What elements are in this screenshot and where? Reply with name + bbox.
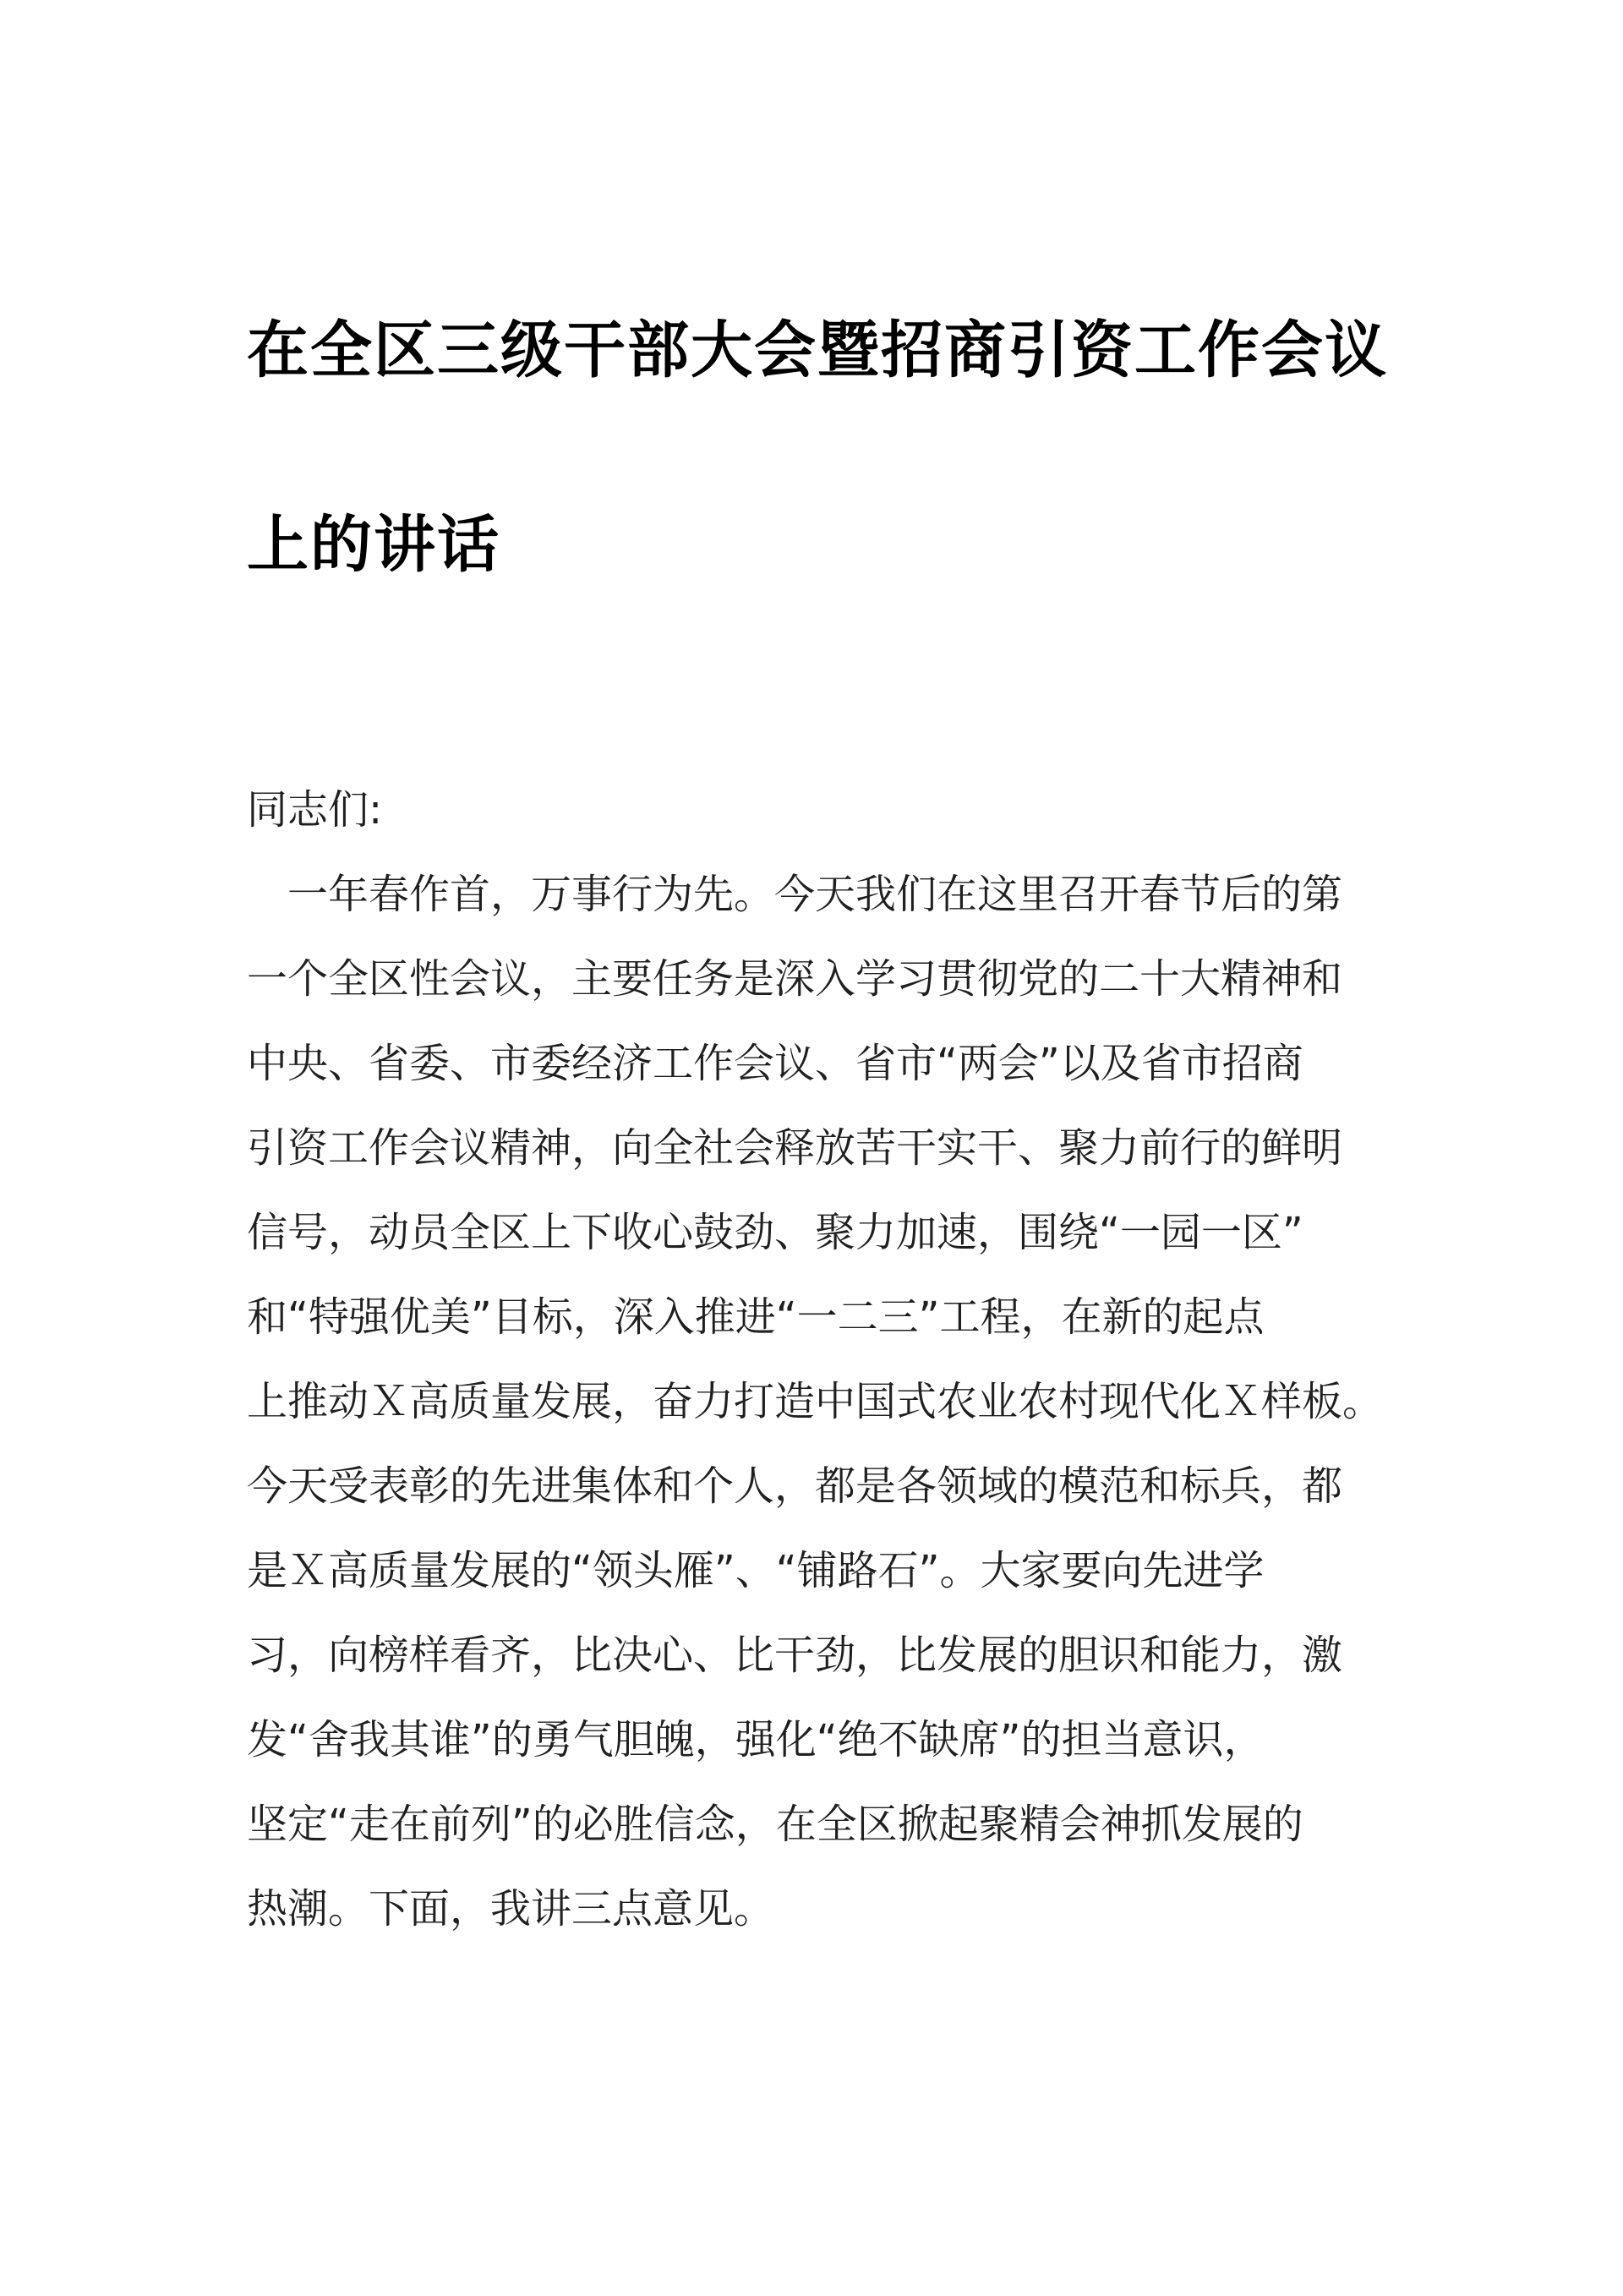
paragraph-line: 上推动Ｘ高质量发展，奋力打造中国式农业农村现代化Ｘ样板。 <box>247 1378 1384 1425</box>
paragraph-line: 中央、省委、市委经济工作会议、省市“两会”以及省市招商 <box>247 1040 1303 1087</box>
title-line-1: 在全区三级干部大会暨招商引资工作会议 <box>247 314 1388 386</box>
paragraph-line: 坚定“走在前列”的必胜信念，在全区掀起聚精会神抓发展的 <box>247 1801 1303 1848</box>
paragraph-line: 和“特强优美”目标，深入推进“一二三”工程，在新的起点 <box>247 1293 1265 1341</box>
paragraph-line: 一个全区性会议，主要任务是深入学习贯彻党的二十大精神和 <box>247 955 1343 1003</box>
document-title <box>247 254 1413 642</box>
paragraph-line: 热潮。下面，我讲三点意见。 <box>247 1885 775 1932</box>
document-body <box>247 768 1413 1951</box>
paragraph-line: 是Ｘ高质量发展的“领头雁”、“铺路石”。大家要向先进学 <box>247 1547 1265 1594</box>
paragraph-line: 今天受表彰的先进集体和个人，都是各领域的模范和标兵，都 <box>247 1462 1343 1510</box>
title-line-2: 上的讲话 <box>247 509 500 581</box>
paragraph-line: 习，向榜样看齐，比决心、比干劲，比发展的胆识和能力，激 <box>247 1632 1343 1679</box>
salutation: 同志们: <box>247 786 383 834</box>
paragraph-line: 发“舍我其谁”的勇气胆魄，强化“绝不缺席”的担当意识， <box>247 1716 1265 1763</box>
paragraph-line: 引资工作会议精神，向全社会释放苦干实干、聚力前行的鲜明 <box>247 1124 1343 1172</box>
paragraph-line: 一年春作首，万事行为先。今天我们在这里召开春节后的第 <box>247 871 1343 918</box>
paragraph-line: 信号，动员全区上下收心鼓劲、聚力加速，围绕“一园一区” <box>247 1209 1303 1256</box>
